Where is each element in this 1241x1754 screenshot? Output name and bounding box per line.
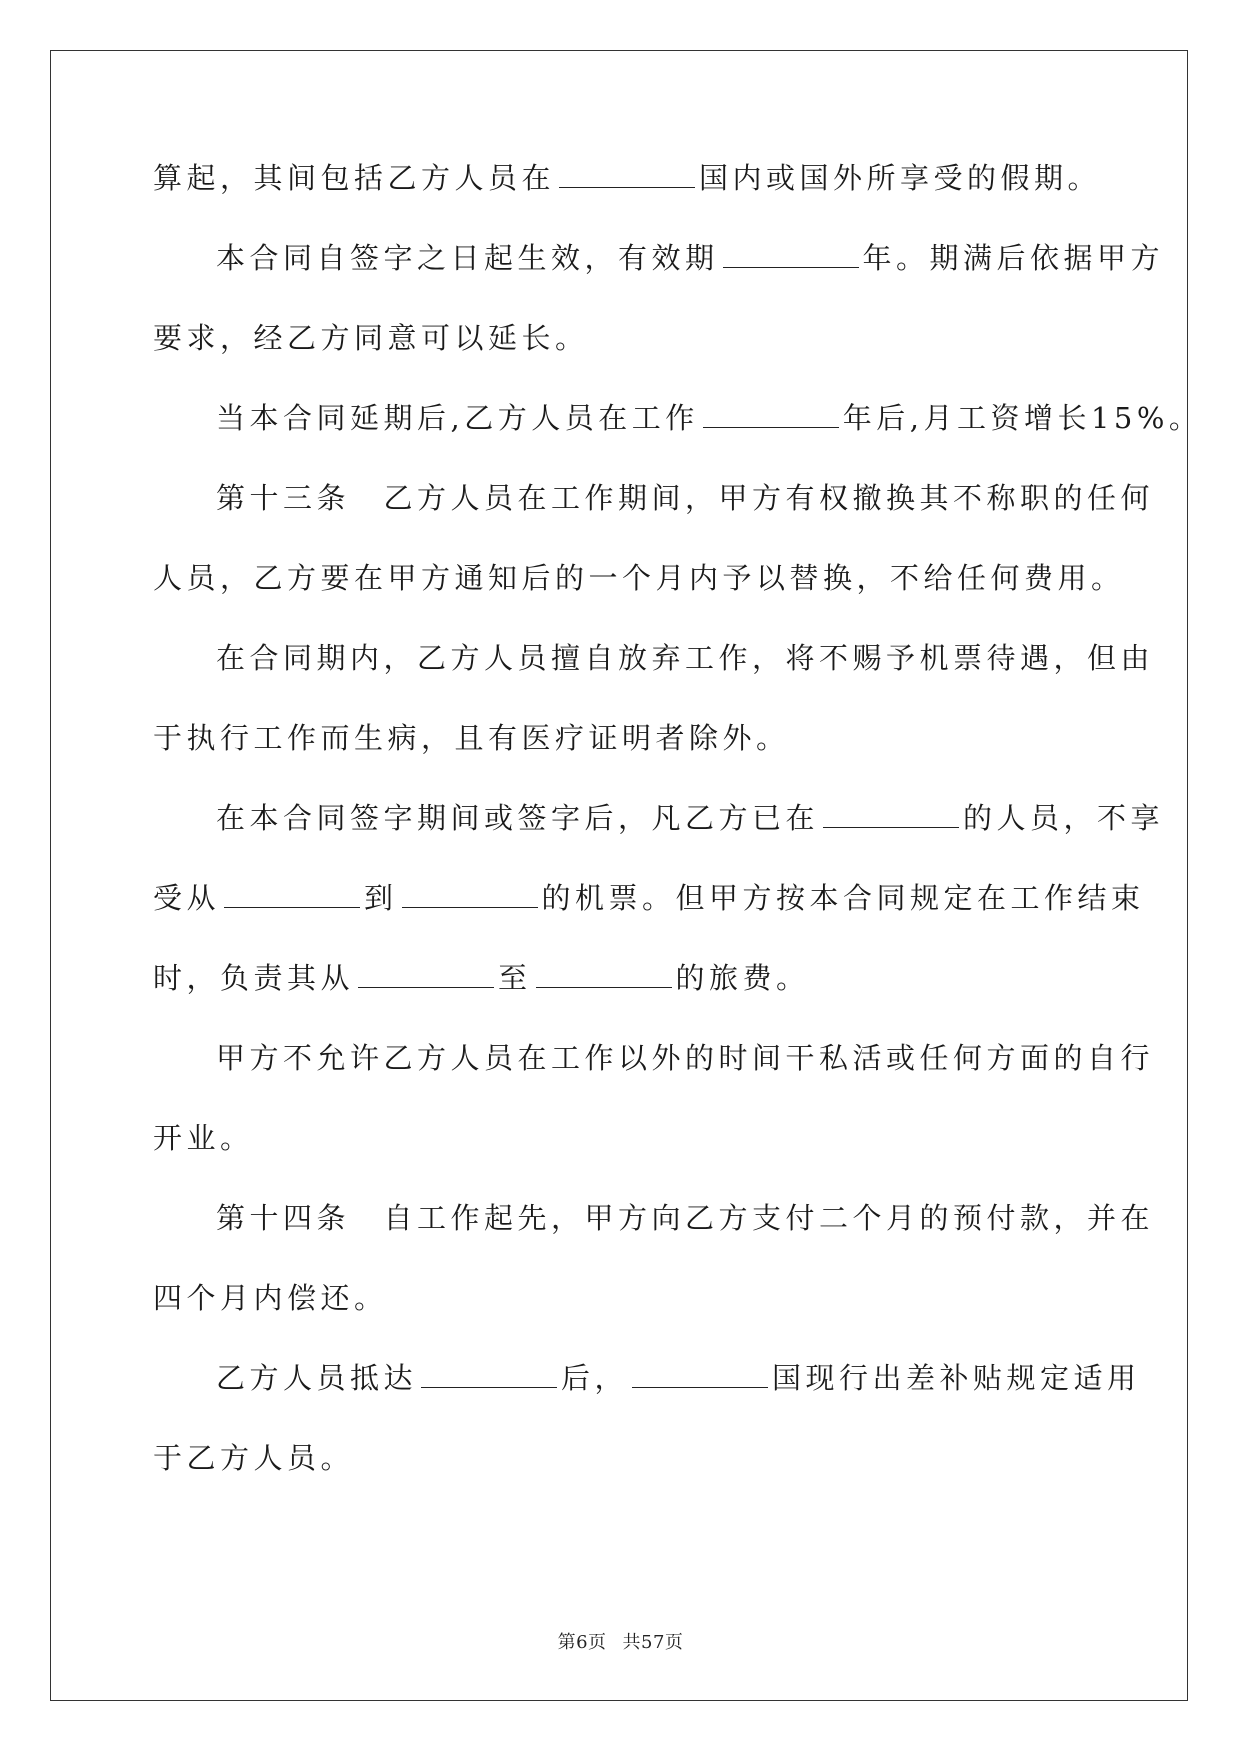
text-line [153,160,1102,240]
text-segment: 要求，经乙方同意可以延长。 [153,321,589,355]
text-segment: 甲方不允许乙方人员在工作以外的时间干私活或任何方面的自行 [216,1041,1155,1075]
fill-in-blank [723,241,859,268]
page-footer [0,1628,1241,1654]
text-segment: 第十四条 自工作起先，甲方向乙方支付二个月的预付款，并在 [216,1201,1155,1235]
text-line [153,960,1093,1040]
text-segment: 本合同自签字之日起生效，有效期 [216,241,719,275]
page-suffix: 页 [588,1632,607,1653]
text-line [153,560,1125,640]
text-segment: 的旅费。 [675,961,810,995]
text-line [153,720,1093,800]
text-segment: 年。期满后依据甲方 [862,241,1165,275]
page-prefix: 第 [557,1632,577,1653]
fill-in-blank [421,1361,557,1388]
text-segment: 后， [561,1361,629,1395]
fill-in-blank [703,401,839,428]
text-segment: 国内或国外所享受的假期。 [699,161,1102,195]
text-segment: 于乙方人员。 [153,1441,355,1475]
text-segment: 算起，其间包括乙方人员在 [153,161,556,195]
text-segment: 年后,月工资增长15%。 [842,401,1203,435]
fill-in-blank [632,1361,768,1388]
fill-in-blank [224,881,360,908]
text-line [153,320,1093,400]
fill-in-blank [823,801,959,828]
text-segment: 的人员，不享 [963,801,1165,835]
text-segment: 时，负责其从 [153,961,355,995]
text-segment: 在合同期内，乙方人员擅自放弃工作，将不赐予机票待遇，但由 [216,641,1155,675]
text-line [153,1120,1093,1200]
fill-in-blank [358,961,494,988]
text-line [153,400,1203,480]
text-segment: 人员，乙方要在甲方通知后的一个月内予以替换，不给任何费用。 [153,561,1125,595]
text-segment: 第十三条 乙方人员在工作期间，甲方有权撤换其不称职的任何 [216,481,1155,515]
text-line [153,1440,1093,1520]
text-segment: 至 [498,961,532,995]
text-line [153,480,1155,560]
text-segment: 乙方人员抵达 [216,1361,418,1395]
page-number: 6 [576,1632,589,1653]
text-line [153,240,1165,320]
text-segment: 于执行工作而生病，且有医疗证明者除外。 [153,721,790,755]
document-body [153,160,1203,1520]
text-segment: 开业。 [153,1121,254,1155]
text-segment: 受从 [153,881,221,915]
text-line [153,800,1165,880]
text-segment: 当本合同延期后,乙方人员在工作 [216,401,699,435]
text-segment: 国现行出差补贴规定适用 [772,1361,1141,1395]
fill-in-blank [536,961,672,988]
text-line [153,1280,1093,1360]
text-line [153,1360,1141,1440]
total-prefix: 共 [622,1632,642,1653]
total-pages: 57 [641,1632,665,1653]
fill-in-blank [402,881,538,908]
total-suffix: 页 [664,1632,684,1653]
text-line [153,1040,1155,1120]
text-segment: 的机票。但甲方按本合同规定在工作结束 [541,881,1145,915]
text-segment: 四个月内偿还。 [153,1281,388,1315]
text-line [153,1200,1155,1280]
text-segment: 在本合同签字期间或签字后，凡乙方已在 [216,801,820,835]
text-line [153,880,1145,960]
text-line [153,640,1155,720]
text-segment: 到 [364,881,398,915]
fill-in-blank [559,161,695,188]
